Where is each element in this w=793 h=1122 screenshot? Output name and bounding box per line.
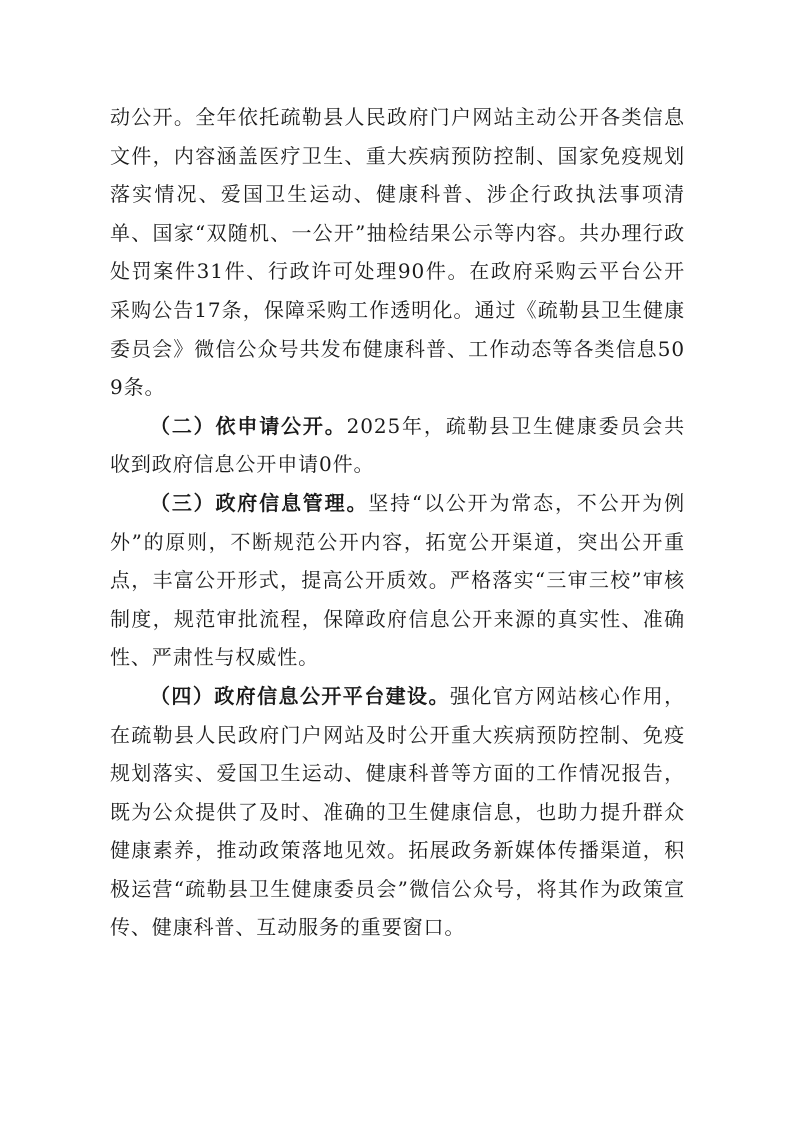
section-heading: （四）政府信息公开平台建设。 <box>150 683 450 708</box>
paragraph-text: 坚持“以公开为常态，不公开为例外”的原则，不断规范公开内容，拓宽公开渠道，突出公开重点，丰富公开形式，提高公开质效。严格落实“三审三校”审核制度，规范审批流程，保障政府信息公开来源的真实性、准确性、严肃性与权威性。 <box>110 490 685 670</box>
paragraph-info-management <box>110 484 685 677</box>
document-body <box>110 98 685 947</box>
paragraph-continued <box>110 98 685 407</box>
paragraph-apply-disclosure <box>110 407 685 484</box>
section-heading: （二）依申请公开。 <box>150 413 347 438</box>
paragraph-platform-building <box>110 677 685 947</box>
paragraph-text: 强化官方网站核心作用，在疏勒县人民政府门户网站及时公开重大疾病预防控制、免疫规划落实、爱国卫生运动、健康科普等方面的工作情况报告，既为公众提供了及时、准确的卫生健康信息，也助力提升群众健康素养，推动政策落地见效。拓展政务新媒体传播渠道，积极运营“疏勒县卫生健康委员会”微信公众号，将其作为政策宣传、健康科普、互动服务的重要窗口。 <box>110 683 685 940</box>
section-heading: （三）政府信息管理。 <box>150 490 369 515</box>
paragraph-text: 2025年，疏勒县卫生健康委员会共收到政府信息公开申请0件。 <box>110 413 686 477</box>
paragraph-text: 动公开。全年依托疏勒县人民政府门户网站主动公开各类信息文件，内容涵盖医疗卫生、重大疾病预防控制、国家免疫规划落实情况、爱国卫生运动、健康科普、涉企行政执法事项清单、国家“双随机、一公开”抽检结果公示等内容。共办理行政处罚案件31件、行政许可处理90件。在政府采购云平台公开采购公告17条，保障采购工作透明化。通过《疏勒县卫生健康委员会》微信公众号共发布健康科普、工作动态等各类信息509条。 <box>110 105 685 400</box>
